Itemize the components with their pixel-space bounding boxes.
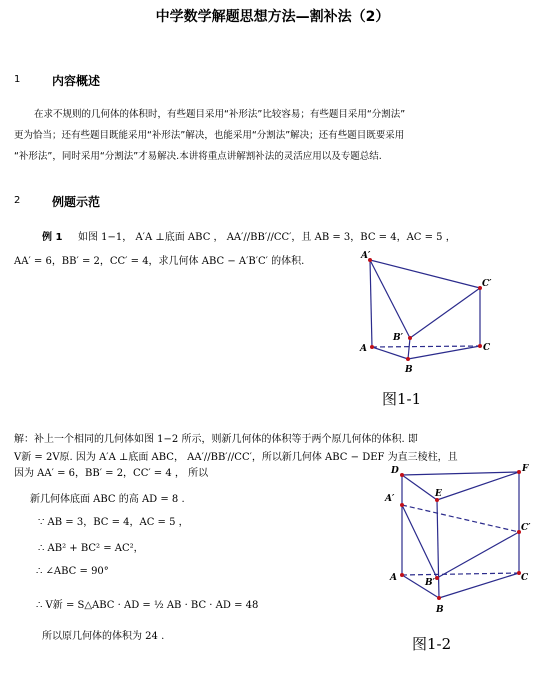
edge-d-f — [402, 472, 519, 475]
edge-a-prime-a — [370, 260, 372, 347]
section-2-number: 2 — [14, 195, 21, 206]
edge-a-prime-b-prime — [402, 505, 437, 578]
label-b-prime: B′ — [425, 578, 435, 588]
label-e: E — [435, 489, 442, 499]
edge-e-b — [437, 500, 439, 598]
example-line-1: 如图 1−1， A′A ⊥底面 ABC ， AA′//BB′//CC′，且 AB = 3，BC = 4，AC = 5 ， — [78, 232, 456, 243]
figure-1-2-caption: 图1-2 — [412, 635, 452, 653]
vertex-b-prime — [408, 336, 412, 340]
page-title: 中学数学解题思想方法—割补法（2） — [155, 9, 390, 25]
figure-1-1-caption: 图1-1 — [382, 390, 422, 408]
solution-line-3: 因为 AA′ = 6，BB′ = 2，CC′ = 4 ， 所以 — [14, 468, 209, 479]
solution-line-9: 所以原几何体的体积为 24 . — [42, 631, 165, 642]
edge-a-b — [372, 347, 408, 359]
vertex-b-prime — [435, 576, 439, 580]
figure-1-1 — [355, 250, 505, 380]
label-a-prime: A′ — [385, 494, 395, 504]
solution-line-2: V新 = 2V原. 因为 A′A ⊥底面 ABC， AA′//BB′//CC′，所以新几何体 ABC − DEF 为直三棱柱，且 — [14, 452, 458, 463]
label-a: A — [390, 573, 397, 583]
vertex-b — [406, 357, 410, 361]
solution-line-1: 解：补上一个相同的几何体如图 1−2 所示，则新几何体的体积等于两个原几何体的体积. 即 — [14, 434, 418, 445]
label-c-prime: C′ — [521, 523, 531, 533]
example-label: 例 1 — [42, 232, 63, 243]
edge-b-prime-c-prime — [437, 532, 519, 578]
solution-line-8: ∴ V新 = S△ABC · AD = ½ AB · BC · AD = 48 — [36, 600, 259, 611]
figure-1-2 — [382, 460, 542, 625]
edge-a-c-hidden — [372, 346, 480, 347]
edge-e-f — [437, 472, 519, 500]
section-1-heading: 内容概述 — [52, 74, 101, 88]
edge-b-prime-c-prime — [410, 288, 480, 338]
solution-line-7: ∴ ∠ABC = 90° — [36, 566, 109, 577]
edge-a-prime-b-prime — [370, 260, 410, 338]
edge-d-e — [402, 475, 437, 500]
vertex-f — [517, 470, 521, 474]
edge-a-prime-c-prime-hidden — [402, 505, 519, 532]
label-b-prime: B′ — [393, 333, 403, 343]
vertex-c — [478, 344, 482, 348]
example-line-2: AA′ = 6，BB′ = 2，CC′ = 4，求几何体 ABC − A′B′C′ 的体积. — [14, 256, 305, 267]
label-a-prime: A′ — [361, 251, 371, 261]
label-b: B — [436, 605, 444, 615]
vertex-a — [400, 573, 404, 577]
label-a: A — [360, 344, 367, 354]
vertex-a-prime — [400, 503, 404, 507]
vertex-a — [370, 345, 374, 349]
label-f: F — [522, 464, 529, 474]
edge-a-prime-c-prime — [370, 260, 480, 288]
label-c: C — [483, 343, 491, 353]
edge-b-c — [408, 346, 480, 359]
vertex-d — [400, 473, 404, 477]
label-b: B — [405, 365, 413, 375]
solution-line-5: ∵ AB = 3，BC = 4，AC = 5 ， — [38, 517, 189, 528]
edge-b-c — [439, 573, 519, 598]
label-c: C — [521, 573, 529, 583]
section-1-number: 1 — [14, 74, 21, 85]
vertex-b — [437, 596, 441, 600]
section-1-line-2: 更为恰当；还有些题目既能采用“补形法”解决，也能采用“分割法”解决；还有些题目既要采用 — [14, 130, 405, 141]
label-c-prime: C′ — [482, 279, 492, 289]
edge-b-prime-b — [408, 338, 410, 359]
solution-line-4: 新几何体底面 ABC 的高 AD = 8 . — [30, 494, 185, 505]
label-d: D — [391, 466, 399, 476]
edge-a-c-hidden — [402, 573, 519, 575]
solution-line-6: ∴ AB² + BC² = AC²， — [38, 543, 144, 554]
section-1-line-1: 在求不规则的几何体的体积时，有些题目采用“补形法”比较容易；有些题目采用“分割法” — [34, 109, 406, 120]
section-2-heading: 例题示范 — [52, 195, 101, 209]
section-1-line-3: “补形法”，同时采用“分割法”才易解决.本讲将重点讲解割补法的灵活应用以及专题总结. — [14, 151, 382, 162]
